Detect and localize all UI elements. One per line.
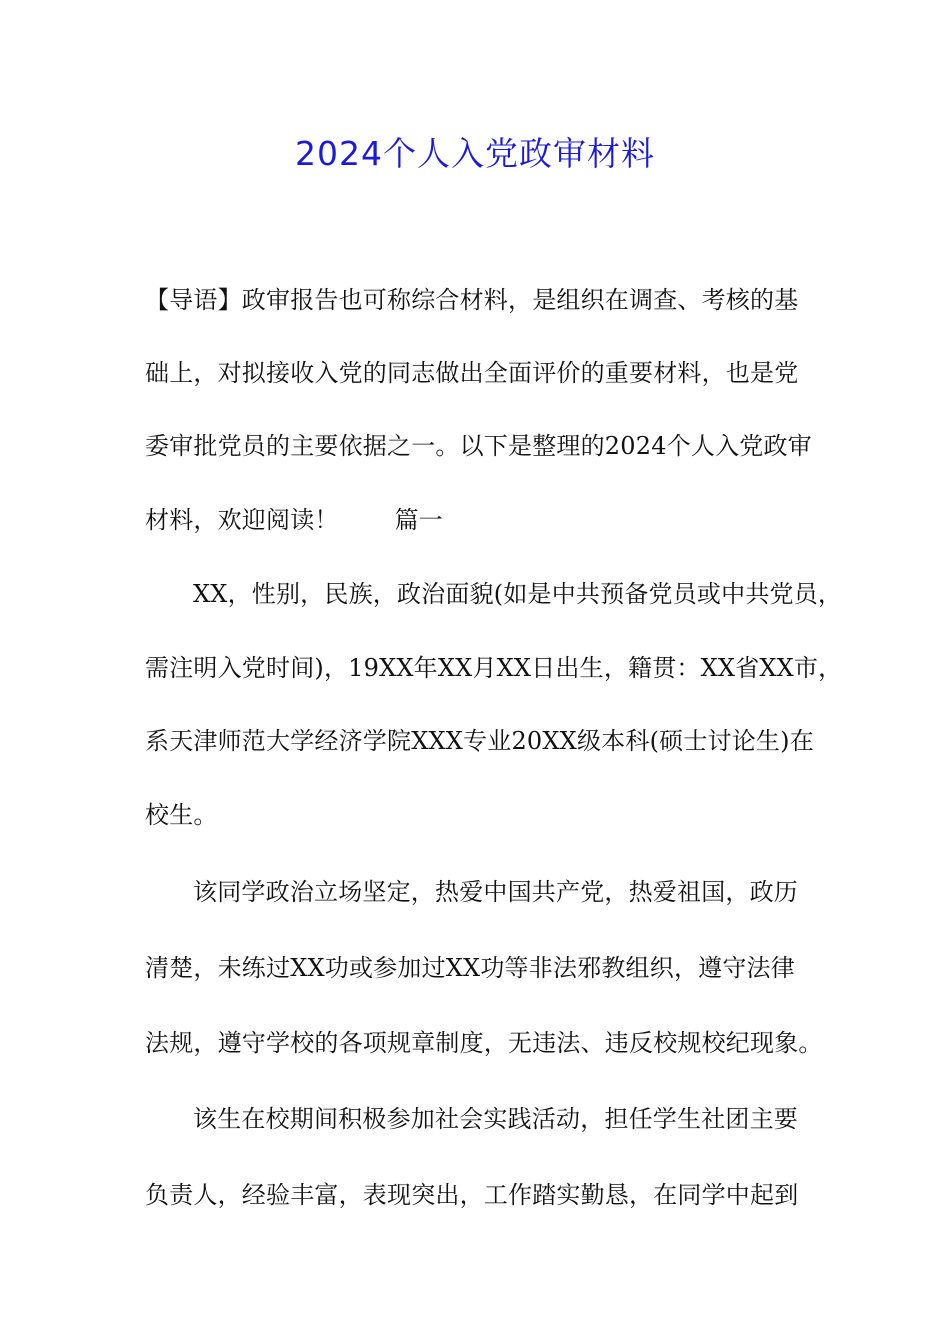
- text-line: XX，性别，民族，政治面貌(如是中共预备党员或中共党员，: [193, 580, 843, 608]
- text-line: 法规，遵守学校的各项规章制度，无违法、违反校规校纪现象。: [145, 1029, 823, 1057]
- text-line: 校生。: [145, 801, 218, 829]
- document-title: 2024个人入党政审材料: [295, 134, 655, 173]
- text-line: 需注明入党时间)，19XX年XX月XX日出生，籍贯：XX省XX市，: [145, 654, 843, 682]
- text-line: 系天津师范大学经济学院XXX专业20XX级本科(硕士讨论生)在: [145, 727, 814, 755]
- text-line: 该同学政治立场坚定，热爱中国共产党，热爱祖国，政历: [193, 878, 798, 906]
- text-line: 该生在校期间积极参加社会实践活动，担任学生社团主要: [193, 1105, 798, 1133]
- text-line-with-heading: [145, 503, 815, 537]
- text-line: 础上，对拟接收入党的同志做出全面评价的重要材料，也是党: [145, 359, 799, 387]
- text-line: 委审批党员的主要依据之一。以下是整理的2024个人入党政审: [145, 432, 812, 460]
- text-line: 【导语】政审报告也可称综合材料，是组织在调查、考核的基: [145, 286, 799, 314]
- text-line: 负责人，经验丰富，表现突出，工作踏实勤恳，在同学中起到: [145, 1181, 799, 1209]
- text-line: 清楚，未练过XX功或参加过XX功等非法邪教组织，遵守法律: [145, 954, 795, 982]
- text-line: 材料，欢迎阅读！: [145, 506, 339, 534]
- section-heading: 篇一: [394, 506, 444, 534]
